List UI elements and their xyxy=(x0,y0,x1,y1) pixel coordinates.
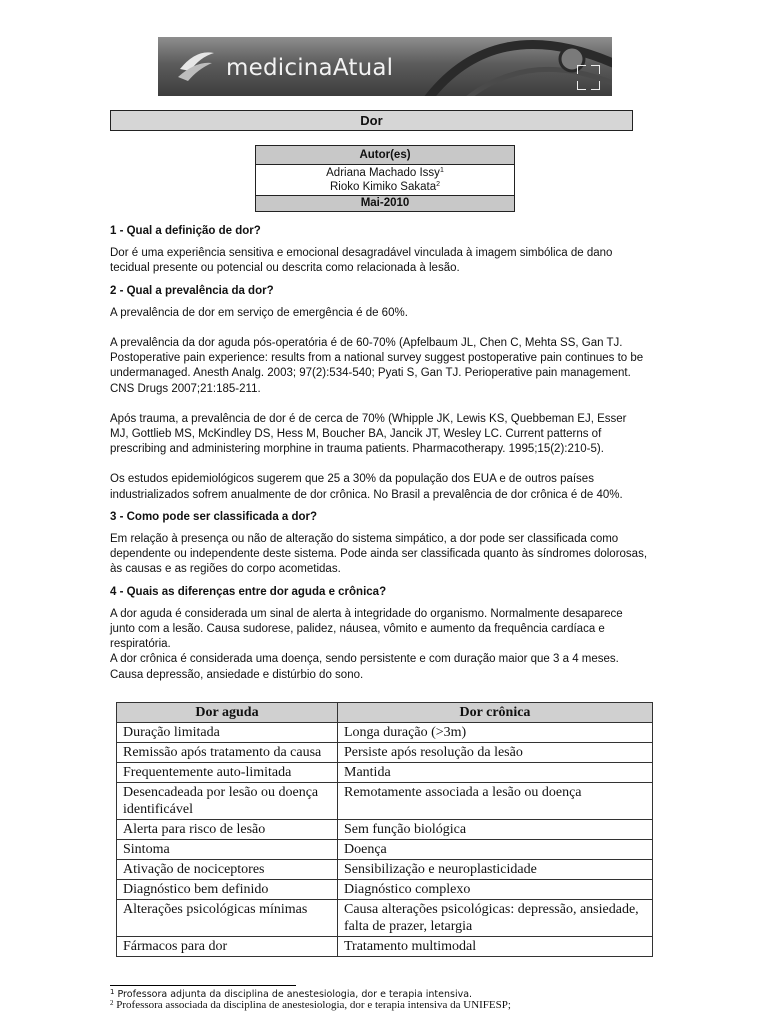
table-cell: Sensibilização e neuroplasticidade xyxy=(338,860,653,880)
footnote-ref: 2 xyxy=(436,181,440,188)
table-row xyxy=(117,743,653,763)
table-cell: Duração limitada xyxy=(117,723,338,743)
corner-mark-icon xyxy=(591,81,600,90)
table-cell: Sem função biológica xyxy=(338,820,653,840)
comparison-table xyxy=(116,702,653,957)
table-cell: Diagnóstico complexo xyxy=(338,880,653,900)
table-cell: Persiste após resolução da lesão xyxy=(338,743,653,763)
header-banner xyxy=(158,37,612,96)
table-row xyxy=(117,900,653,937)
table-row xyxy=(117,763,653,783)
table-cell: Alterações psicológicas mínimas xyxy=(117,900,338,937)
answer-paragraph: A prevalência da dor aguda pós-operatória é de 60-70% (Apfelbaum JL, Chen C, Mehta SS, Gan TJ. Postoperative pain experience: results from a national survey suggest postoperative pain continues to be undermanaged. Anesth Analg. 2003; 97(2):534-540; Pyati S, Gan TJ. Perioperative pain management. CNS Drugs 2007;21:185-211. xyxy=(110,337,644,395)
logo-swoosh-icon xyxy=(176,47,216,87)
table-cell: Ativação de nociceptores xyxy=(117,860,338,880)
table-cell: Desencadeada por lesão ou doença identificável xyxy=(117,783,338,820)
answer-paragraph: Os estudos epidemiológicos sugerem que 25 a 30% da população dos EUA e de outros países industrializados sofrem anualmente de dor crônica. No Brasil a prevalência de dor crônica é de 40%. xyxy=(110,473,623,501)
answer-paragraph: A prevalência de dor em serviço de emergência é de 60%. xyxy=(110,306,408,319)
article-body xyxy=(110,224,648,690)
table-cell: Fármacos para dor xyxy=(117,937,338,957)
table-row xyxy=(117,937,653,957)
answer-paragraph: Em relação à presença ou não de alteração do sistema simpático, a dor pode ser classificada como dependente ou independente deste sistema. Pode ainda ser classificada quanto às síndromes dolorosas, às causas e as regiões do corpo acometidas. xyxy=(110,533,648,576)
table-row xyxy=(117,723,653,743)
author-line xyxy=(256,166,514,180)
author-line xyxy=(256,180,514,194)
table-row xyxy=(117,860,653,880)
document-title: Dor xyxy=(110,110,633,131)
table-cell: Longa duração (>3m) xyxy=(338,723,653,743)
footnote-ref: 1 xyxy=(439,167,444,174)
table-cell: Sintoma xyxy=(117,840,338,860)
footnote xyxy=(110,1000,670,1011)
table-cell: Frequentemente auto-limitada xyxy=(117,763,338,783)
table-row xyxy=(117,783,653,820)
footnote-text: Professora associada da disciplina de anestesiologia, dor e terapia intensiva da UNIFESP; xyxy=(116,999,511,1011)
table-row xyxy=(117,840,653,860)
corner-mark-icon xyxy=(577,65,586,74)
table-cell: Causa alterações psicológicas: depressão, ansiedade, falta de prazer, letargia xyxy=(338,900,653,937)
answer-paragraph: A dor crônica é considerada uma doença, sendo persistente e com duração maior que 3 a 4 meses. Causa depressão, ansiedade e distúrbio do sono. xyxy=(110,653,619,681)
question-heading: 3 - Como pode ser classificada a dor? xyxy=(110,510,318,523)
table-cell: Remotamente associada a lesão ou doença xyxy=(338,783,653,820)
table-row xyxy=(117,820,653,840)
table-cell: Tratamento multimodal xyxy=(338,937,653,957)
question-heading: 2 - Qual a prevalência da dor? xyxy=(110,284,274,297)
table-cell: Alerta para risco de lesão xyxy=(117,820,338,840)
author-name: Rioko Kimiko Sakata xyxy=(329,181,437,193)
authors-list xyxy=(256,165,514,195)
footnote-mark: 2 xyxy=(110,999,114,1007)
publication-date: Mai-2010 xyxy=(256,195,514,211)
column-header: Dor crônica xyxy=(338,703,653,723)
footnote-text: Professora adjunta da disciplina de anestesiologia, dor e terapia intensiva. xyxy=(117,989,473,1000)
authors-header: Autor(es) xyxy=(256,146,514,165)
table-cell: Doença xyxy=(338,840,653,860)
answer-paragraph: Após trauma, a prevalência de dor é de cerca de 70% (Whipple JK, Lewis KS, Quebbeman EJ, Esser MJ, Gottlieb MS, McKindley DS, Hess M, Boucher BA, Jancik JT, Wesley LC. Current patterns of prescribing and administering morphine in trauma patients. Pharmacotherapy. 1995;15(2):210-5). xyxy=(110,412,627,456)
footnotes xyxy=(110,989,670,1011)
footnote-divider xyxy=(110,985,296,986)
table-header-row xyxy=(117,703,653,723)
table-row xyxy=(117,880,653,900)
table-cell: Mantida xyxy=(338,763,653,783)
author-name: Adriana Machado Issy xyxy=(326,167,440,179)
column-header: Dor aguda xyxy=(117,703,338,723)
corner-mark-icon xyxy=(577,81,586,90)
table-cell: Diagnóstico bem definido xyxy=(117,880,338,900)
table-cell: Remissão após tratamento da causa xyxy=(117,743,338,763)
footnote-mark: 1 xyxy=(110,988,115,996)
question-heading: 1 - Qual a definição de dor? xyxy=(110,225,261,237)
brand-name: medicinaAtual xyxy=(226,55,394,81)
authors-box xyxy=(255,145,515,212)
answer-paragraph: A dor aguda é considerada um sinal de alerta à integridade do organismo. Normalmente desaparece junto com a lesão. Causa sudorese, palidez, náusea, vômito e aumento da frequência cardíaca e respiratória. xyxy=(110,607,623,651)
corner-mark-icon xyxy=(591,65,600,74)
question-heading: 4 - Quais as diferenças entre dor aguda e crônica? xyxy=(110,585,387,598)
answer-paragraph: Dor é uma experiência sensitiva e emocional desagradável vinculada à imagem simbólica de dano tecidual presente ou potencial ou descrita como relacionada à lesão. xyxy=(110,247,613,275)
